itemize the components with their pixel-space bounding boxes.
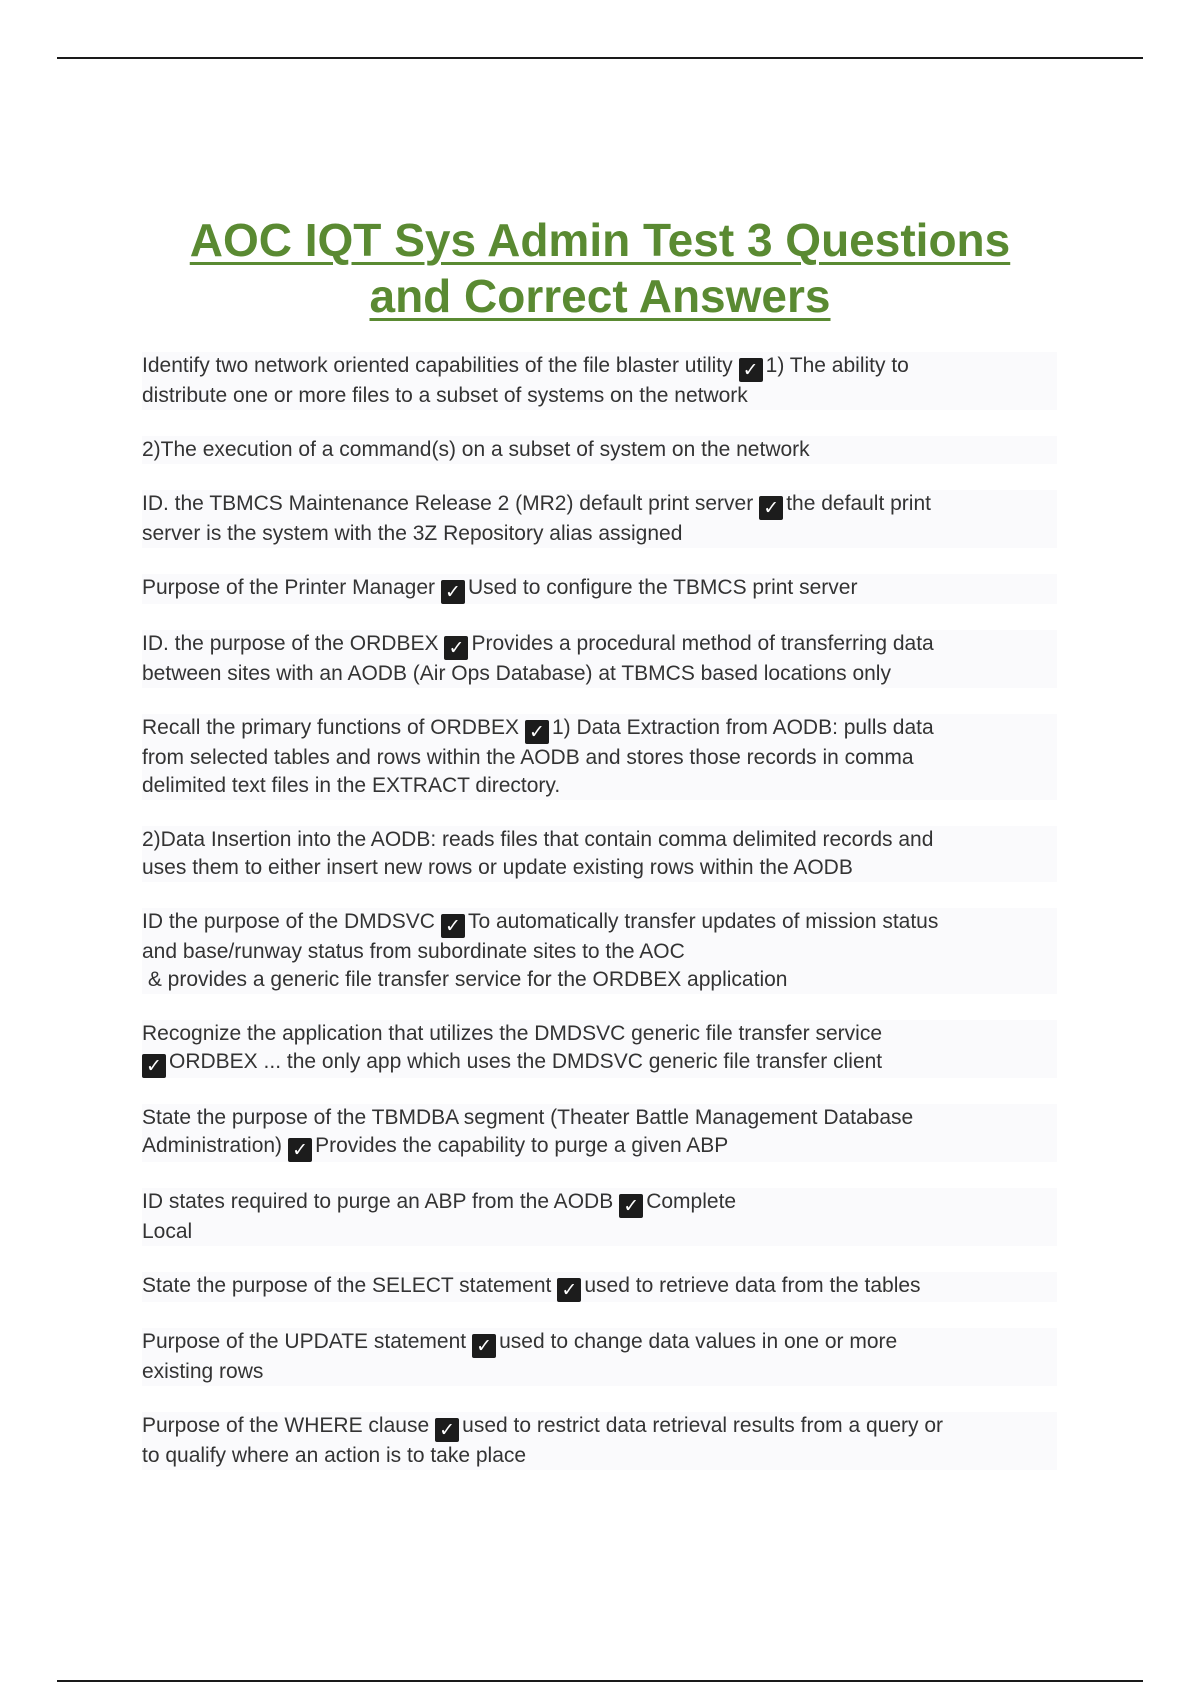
checkmark-icon: ✓ — [288, 1138, 312, 1162]
answer-text: & provides a generic file transfer service for the ORDBEX application — [142, 968, 788, 991]
checkmark-icon: ✓ — [441, 914, 465, 938]
answer-text: Provides a procedural method of transferring data — [471, 632, 934, 655]
checkmark-icon: ✓ — [525, 720, 549, 744]
checkmark-icon: ✓ — [435, 1418, 459, 1442]
answer-text: ORDBEX ... the only app which uses the DMDSVC generic file transfer client — [169, 1050, 883, 1073]
question-text: State the purpose of the SELECT statement — [142, 1274, 552, 1297]
title-line-2: and Correct Answers — [369, 270, 831, 322]
answer-text: 1) The ability to — [765, 354, 909, 377]
title-line-1: AOC IQT Sys Admin Test 3 Questions — [189, 214, 1011, 266]
checkmark-icon: ✓ — [444, 636, 468, 660]
question-text: ID the purpose of the DMDSVC — [142, 910, 435, 933]
qa-item — [142, 436, 1057, 464]
checkmark-icon: ✓ — [142, 1054, 166, 1078]
qa-item — [142, 630, 1057, 688]
qa-item — [142, 574, 1057, 604]
question-text: Purpose of the Printer Manager — [142, 576, 435, 599]
answer-text: To automatically transfer updates of mission status — [467, 910, 939, 933]
question-text: Purpose of the WHERE clause — [142, 1414, 430, 1437]
checkmark-icon: ✓ — [441, 580, 465, 604]
qa-item — [142, 908, 1057, 994]
bottom-rule — [57, 1680, 1143, 1682]
qa-item — [142, 1020, 1057, 1078]
checkmark-icon: ✓ — [472, 1334, 496, 1358]
qa-item — [142, 1412, 1057, 1470]
qa-item — [142, 1104, 1057, 1162]
qa-item — [142, 1328, 1057, 1386]
answer-text: server is the system with the 3Z Repository alias assigned — [142, 522, 683, 545]
answer-text: between sites with an AODB (Air Ops Database) at TBMCS based locations only — [142, 662, 891, 685]
answer-text: Complete — [646, 1190, 737, 1213]
answer-text: existing rows — [142, 1360, 264, 1383]
question-text: Purpose of the UPDATE statement — [142, 1330, 467, 1353]
checkmark-icon: ✓ — [759, 496, 783, 520]
answer-text: 2)The execution of a command(s) on a subset of system on the network — [142, 438, 810, 461]
question-text: ID. the TBMCS Maintenance Release 2 (MR2) default print server — [142, 492, 754, 515]
qa-item — [142, 1188, 1057, 1246]
answer-text: 2)Data Insertion into the AODB: reads files that contain comma delimited records and — [142, 828, 934, 851]
question-text: Recognize the application that utilizes the DMDSVC generic file transfer service — [142, 1022, 883, 1045]
answer-text: to qualify where an action is to take place — [142, 1444, 527, 1467]
checkmark-icon: ✓ — [739, 358, 763, 382]
answer-text: and base/runway status from subordinate sites to the AOC — [142, 940, 685, 963]
qa-item — [142, 826, 1057, 882]
answer-text: used to change data values in one or more — [499, 1330, 898, 1353]
answer-text: used to restrict data retrieval results from a query or — [462, 1414, 943, 1437]
answer-text: used to retrieve data from the tables — [584, 1274, 921, 1297]
answer-text: Used to configure the TBMCS print server — [468, 576, 858, 599]
question-text: Identify two network oriented capabilities of the file blaster utility — [142, 354, 733, 377]
answer-text: Local — [142, 1220, 193, 1243]
question-text: ID states required to purge an ABP from the AODB — [142, 1190, 614, 1213]
answer-text: the default print — [786, 492, 931, 515]
qa-item — [142, 1272, 1057, 1302]
answer-text: distribute one or more files to a subset of systems on the network — [142, 384, 748, 407]
answer-text: Provides the capability to purge a given ABP — [315, 1134, 729, 1157]
checkmark-icon: ✓ — [619, 1194, 643, 1218]
answer-text: uses them to either insert new rows or update existing rows within the AODB — [142, 856, 853, 879]
qa-list — [142, 352, 1057, 1496]
answer-text: delimited text files in the EXTRACT directory. — [142, 774, 561, 797]
question-text: State the purpose of the TBMDBA segment (Theater Battle Management Database — [142, 1106, 914, 1129]
question-text: Administration) — [142, 1134, 283, 1157]
document-title — [0, 212, 1200, 324]
question-text: Recall the primary functions of ORDBEX — [142, 716, 519, 739]
qa-item — [142, 490, 1057, 548]
answer-text: 1) Data Extraction from AODB: pulls data — [551, 716, 934, 739]
question-text: ID. the purpose of the ORDBEX — [142, 632, 439, 655]
top-rule — [57, 57, 1143, 59]
checkmark-icon: ✓ — [557, 1278, 581, 1302]
answer-text: from selected tables and rows within the AODB and stores those records in comma — [142, 746, 914, 769]
qa-item — [142, 352, 1057, 410]
qa-item — [142, 714, 1057, 800]
